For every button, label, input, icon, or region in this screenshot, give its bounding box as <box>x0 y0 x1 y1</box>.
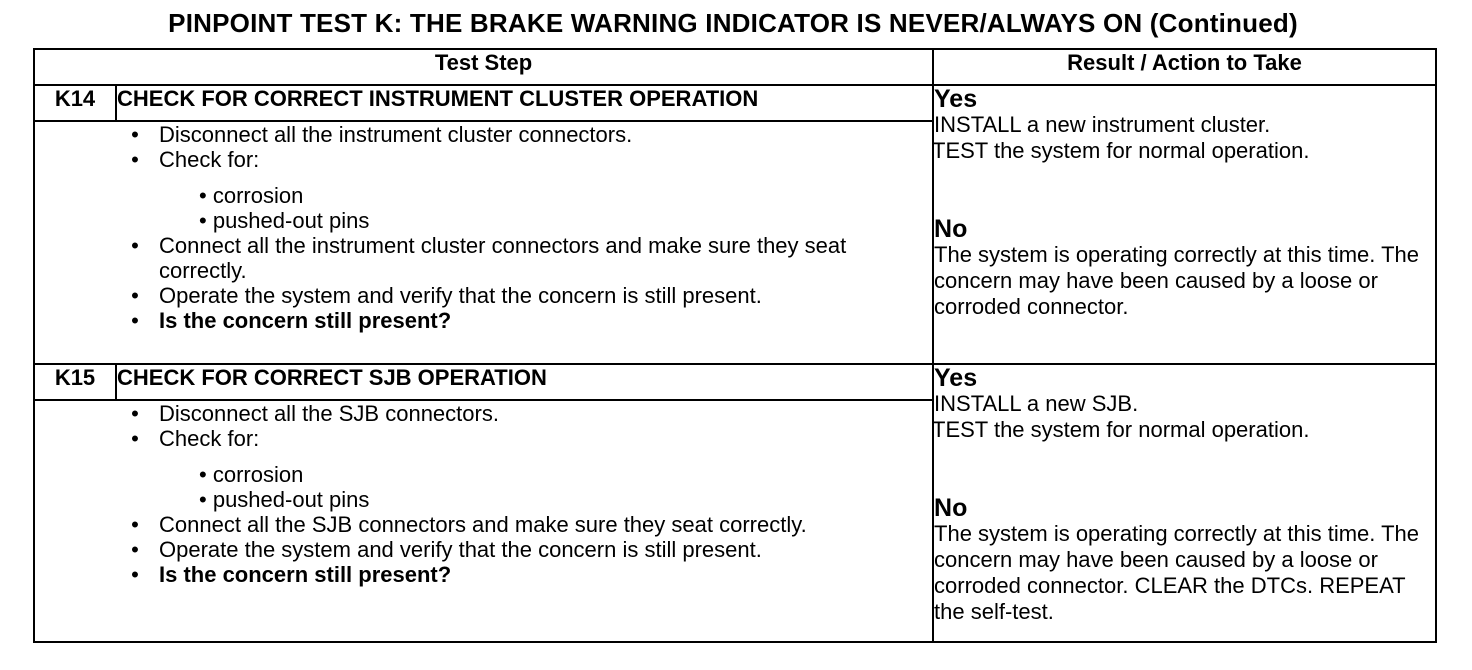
sub-bullet-icon: • <box>199 462 207 487</box>
bullet-icon: • <box>131 512 139 537</box>
pinpoint-test-table <box>33 48 1437 643</box>
table-header-row <box>34 49 1436 85</box>
step-title-row <box>34 364 1436 400</box>
result-no-text: The system is operating correctly at this time. The concern may have been caused by a loose or corroded connector. CLEAR the DTCs. REPEAT the self-test. <box>934 521 1420 624</box>
list-item: • Operate the system and verify that the concern is still present. <box>35 283 932 308</box>
sub-list-item: • corrosion <box>199 183 304 208</box>
header-test-step: Test Step <box>34 49 933 85</box>
result-cell <box>933 364 1436 642</box>
step-title: CHECK FOR CORRECT SJB OPERATION <box>116 364 933 400</box>
bullet-icon: • <box>131 401 139 426</box>
header-result-action: Result / Action to Take <box>933 49 1436 85</box>
list-item: • Operate the system and verify that the concern is still present. <box>35 537 932 562</box>
sub-bullet-icon: • <box>199 183 207 208</box>
result-yes-label: Yes <box>934 85 978 113</box>
list-item: • Disconnect all the SJB connectors. <box>35 401 932 426</box>
bullet-icon: • <box>131 537 139 562</box>
step-body <box>34 400 933 642</box>
result-no-label: No <box>934 494 968 522</box>
result-yes-line: TEST the system for normal operation. <box>932 138 1310 163</box>
bullet-icon: • <box>131 147 139 172</box>
sub-list-item: • pushed-out pins <box>199 208 370 233</box>
result-yes-label: Yes <box>934 364 978 392</box>
result-no-label: No <box>934 215 968 243</box>
list-item: • Connect all the instrument cluster connectors and make sure they seat correctly. <box>35 233 932 283</box>
step-title: CHECK FOR CORRECT INSTRUMENT CLUSTER OPERATION <box>116 85 933 121</box>
sub-bullet-icon: • <box>199 208 207 233</box>
step-title-row <box>34 85 1436 121</box>
list-item: • Check for: <box>35 426 932 451</box>
bullet-icon: • <box>131 122 139 147</box>
list-item: • Is the concern still present? <box>35 562 932 587</box>
bullet-icon: • <box>131 426 139 451</box>
result-yes-line: TEST the system for normal operation. <box>932 417 1310 442</box>
result-yes-line: INSTALL a new SJB. <box>934 391 1139 416</box>
page-title: PINPOINT TEST K: THE BRAKE WARNING INDICATOR IS NEVER/ALWAYS ON (Continued) <box>168 8 1298 38</box>
sub-list-item: • pushed-out pins <box>199 487 370 512</box>
bullet-icon: • <box>131 562 139 587</box>
result-yes-line: INSTALL a new instrument cluster. <box>934 112 1271 137</box>
bullet-icon: • <box>131 283 139 308</box>
list-item: • Is the concern still present? <box>35 308 932 333</box>
list-item: • Connect all the SJB connectors and make sure they seat correctly. <box>35 512 932 537</box>
step-body <box>34 121 933 364</box>
result-cell <box>933 85 1436 364</box>
sub-bullet-icon: • <box>199 487 207 512</box>
step-id: K15 <box>34 364 116 400</box>
step-id: K14 <box>34 85 116 121</box>
list-item: • Disconnect all the instrument cluster connectors. <box>35 122 932 147</box>
sub-list-item: • corrosion <box>199 462 304 487</box>
bullet-icon: • <box>131 233 139 258</box>
result-no-text: The system is operating correctly at this time. The concern may have been caused by a loose or corroded connector. <box>934 242 1420 319</box>
bullet-icon: • <box>131 308 139 333</box>
list-item: • Check for: <box>35 147 932 172</box>
